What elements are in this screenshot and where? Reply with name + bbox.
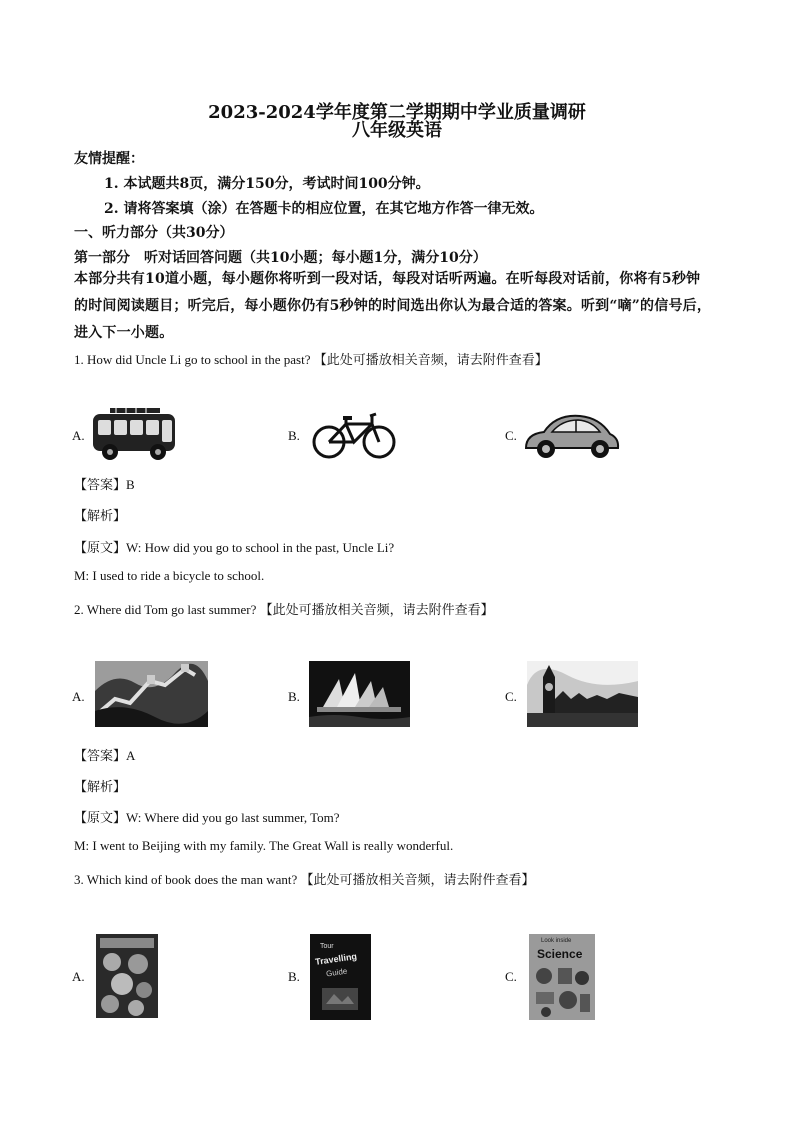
section-heading: 一、听力部分（共30分） bbox=[74, 225, 234, 241]
q1-transcript-1: 【原文】W: How did you go to school in the past, Uncle Li? bbox=[74, 540, 395, 555]
q2-option-a-label: A. bbox=[72, 689, 85, 704]
travel-book-photo bbox=[310, 934, 371, 1020]
part1-instructions: 本部分共有10道小题，每小题你将听到一段对话，每段对话听两遍。在听每段对话前，你将有5秒钟的时间阅读题目；听完后，每小题你仍有5秒钟的时间选出你认为最合适的答案。听到“嘀”的信号后，进入下一小题。 bbox=[74, 271, 712, 341]
exam-title: 2023-2024学年度第二学期期中学业质量调研 bbox=[208, 102, 586, 123]
q2-option-c-label: C. bbox=[505, 689, 517, 704]
q3-option-b-label: B. bbox=[288, 969, 300, 984]
travel-book-text-1: Tour bbox=[320, 943, 334, 950]
science-book-text-1: Look inside bbox=[541, 938, 572, 944]
part1-heading: 第一部分 听对话回答问题（共10小题；每小题1分，满分10分） bbox=[74, 250, 487, 266]
travel-book-text-2: Travelling bbox=[314, 951, 358, 967]
q3-option-c-label: C. bbox=[505, 969, 517, 984]
q1-answer: 【答案】B bbox=[74, 477, 135, 492]
cookbook-photo bbox=[96, 934, 158, 1018]
reminder-item-2: 2. 请将答案填（涂）在答题卡的相应位置，在其它地方作答一律无效。 bbox=[104, 201, 544, 217]
q1-option-b-label: B. bbox=[288, 428, 300, 443]
q1-option-c-label: C. bbox=[505, 428, 517, 443]
bus-icon bbox=[90, 407, 180, 463]
q2-analysis: 【解析】 bbox=[74, 779, 127, 794]
great-wall-photo bbox=[95, 661, 208, 727]
exam-subtitle: 八年级英语 bbox=[352, 120, 442, 141]
science-book-photo bbox=[529, 934, 595, 1020]
reminder-heading: 友情提醒： bbox=[74, 151, 144, 167]
question-3: 3. Which kind of book does the man want? 【此处可播放相关音频，请去附件查看】 bbox=[74, 872, 535, 887]
q1-option-a-label: A. bbox=[72, 428, 85, 443]
travel-book-text-3: Guide bbox=[325, 966, 348, 979]
q2-transcript-2: M: I went to Beijing with my family. The Great Wall is really wonderful. bbox=[74, 838, 454, 853]
question-2: 2. Where did Tom go last summer? 【此处可播放相关音频，请去附件查看】 bbox=[74, 602, 494, 617]
sydney-opera-house-photo bbox=[309, 661, 410, 727]
science-book-text-2: Science bbox=[537, 947, 583, 961]
question-1: 1. How did Uncle Li go to school in the past? 【此处可播放相关音频，请去附件查看】 bbox=[74, 352, 548, 367]
q3-option-a-label: A. bbox=[72, 969, 85, 984]
big-ben-photo bbox=[527, 661, 638, 727]
q1-transcript-2: M: I used to ride a bicycle to school. bbox=[74, 568, 265, 583]
car-icon bbox=[522, 410, 622, 460]
q2-option-b-label: B. bbox=[288, 689, 300, 704]
q1-analysis: 【解析】 bbox=[74, 508, 127, 523]
bicycle-icon bbox=[312, 410, 396, 460]
q2-transcript-1: 【原文】W: Where did you go last summer, Tom? bbox=[74, 810, 340, 825]
reminder-item-1: 1. 本试题共8页，满分150分，考试时间100分钟。 bbox=[104, 176, 430, 192]
q2-answer: 【答案】A bbox=[74, 748, 136, 763]
